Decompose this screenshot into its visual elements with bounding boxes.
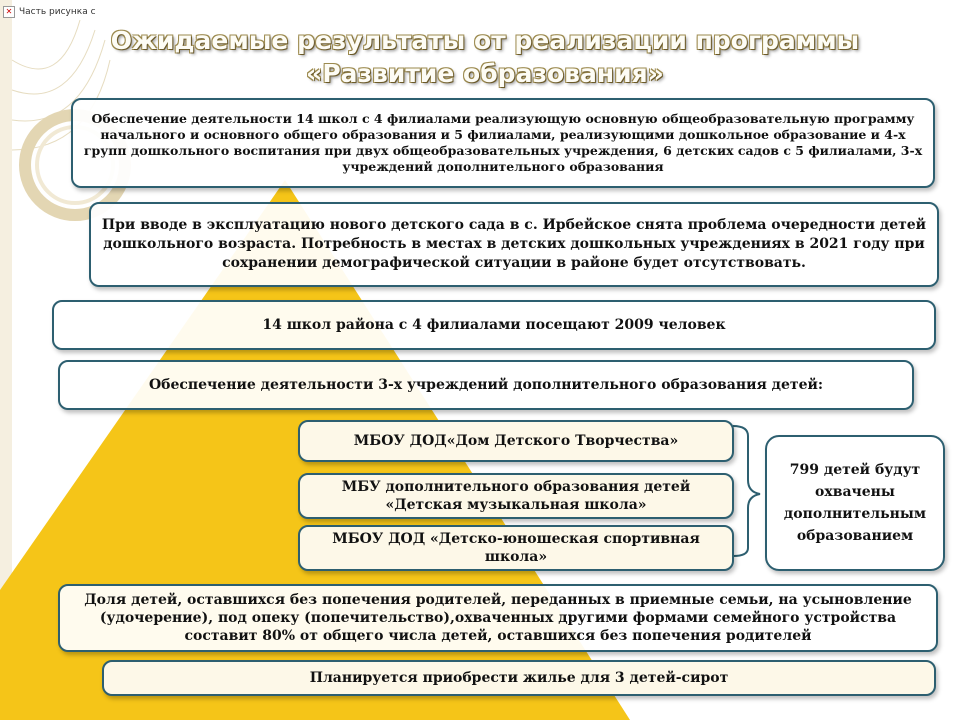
- housing-box: [102, 660, 936, 696]
- attendance-text: 14 школ района с 4 филиалами посещают 2009 человек: [262, 317, 726, 333]
- institution-music-school: [298, 473, 734, 519]
- institution-house-of-creativity: [298, 420, 734, 462]
- housing-text: Планируется приобрести жилье для 3 детей-сирот: [309, 670, 729, 686]
- institution-label: МБОУ ДОД«Дом Детского Творчества»: [353, 433, 679, 449]
- schools-text: Обеспечение деятельности 14 школ с 4 филиалами реализующую основную общеобразовательную программу начального и основного общего образования и 5 филиалами, реализующими дошкольное образование и 4-х групп дошкольного воспитания при двух общеобразовательных учреждения, 6 детских садов с 5 филиалами, 3-х учреждений дополнительного образования: [83, 111, 923, 174]
- kindergarten-text: При вводе в эксплуатацию нового детского сада в с. Ирбейское снята проблема очередности детей дошкольного возраста. Потребность в местах в детских дошкольных учреждениях в 2021 году при сохранении демографической ситуации в районе будет отсутствовать.: [101, 217, 927, 271]
- orphans-share-text: Доля детей, оставшихся без попечения родителей, переданных в приемные семьи, на усыновление (удочерение), под опеку (попечительство),охваченных другими формами семейного устройства составит 80% от общего числа детей, оставшихся без попечения родителей: [84, 592, 912, 644]
- additional-edu-text: Обеспечение деятельности 3-х учреждений дополнительного образования детей:: [148, 377, 824, 393]
- orphans-share-box: [58, 584, 938, 652]
- broken-image-placeholder: [3, 4, 96, 20]
- broken-image-label: Часть рисунка с: [19, 7, 96, 17]
- broken-image-icon: ✕: [3, 6, 15, 18]
- schools-box: [71, 98, 935, 188]
- institution-label: МБУ дополнительного образования детей «Детская музыкальная школа»: [341, 479, 691, 513]
- coverage-text: 799 детей будут охвачены дополнительным образованием: [783, 462, 927, 544]
- institution-sports-school: [298, 525, 734, 571]
- page-title: Ожидаемые результаты от реализации программы «Развитие образования»: [110, 26, 860, 88]
- attendance-box: [52, 300, 936, 350]
- kindergarten-box: [89, 202, 939, 287]
- institution-label: МБОУ ДОД «Детско-юношеская спортивная школа»: [332, 531, 700, 565]
- brace-connector: [733, 426, 760, 556]
- additional-edu-box: [58, 360, 914, 410]
- coverage-box: [765, 435, 945, 571]
